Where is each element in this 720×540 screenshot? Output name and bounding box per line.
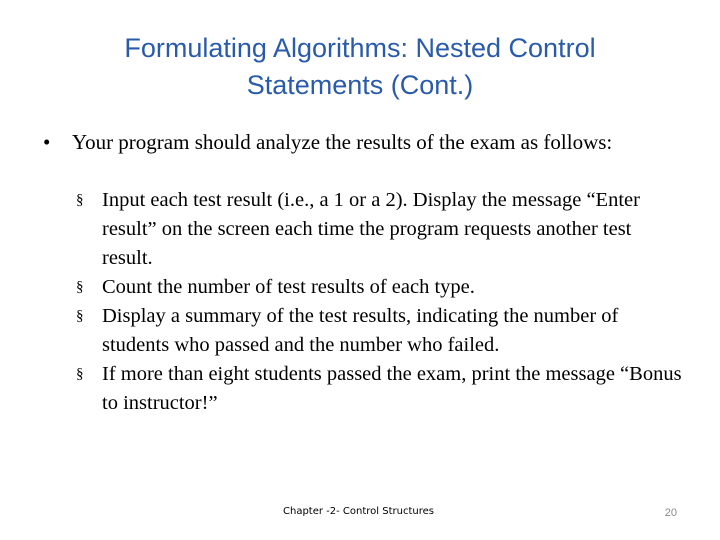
title-line-1: Formulating Algorithms: Nested Control [124,33,596,63]
sub-bullet-marker: § [76,192,84,208]
slide-title [40,30,680,104]
bullet-marker: • [43,130,51,154]
sub-bullet-item [76,186,687,273]
sub-bullet-marker: § [76,308,84,324]
footer-text: Chapter -2- Control Structures [283,506,434,517]
sub-bullet-item [76,302,687,360]
sub-bullet-text: If more than eight students passed the exam, print the message “Bonus to instructor!” [102,363,682,414]
bullet-item [43,128,672,157]
title-line-2: Statements (Cont.) [246,70,474,100]
sub-bullet-text: Display a summary of the test results, indicating the number of students who passed and the number who failed. [102,305,619,356]
sub-bullet-text: Count the number of test results of each type. [102,276,475,298]
page-number: 20 [664,507,677,519]
sub-bullet-marker: § [76,279,84,295]
sub-bullet-marker: § [76,366,84,382]
sub-bullet-item [76,273,687,302]
sub-bullet-list [76,186,687,418]
bullet-text: Your program should analyze the results of the exam as follows: [72,130,613,154]
sub-bullet-item [76,360,687,418]
sub-bullet-text: Input each test result (i.e., a 1 or a 2). Display the message “Enter result” on the screen each time the program requests another test result. [102,189,640,269]
